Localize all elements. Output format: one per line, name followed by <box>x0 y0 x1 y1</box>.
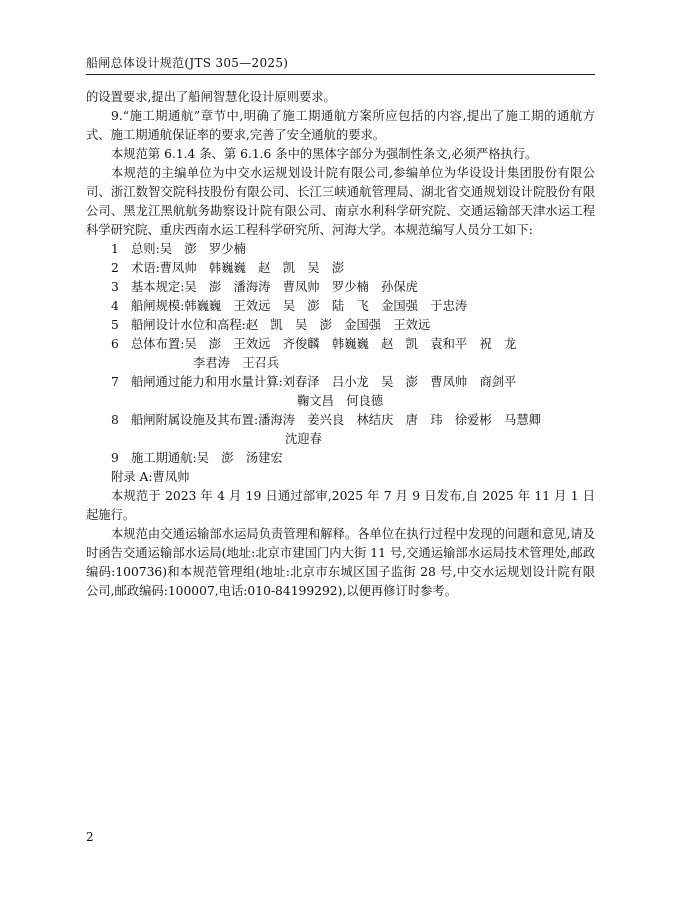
list-item <box>86 316 595 335</box>
list-item <box>86 449 595 468</box>
list-item-text: 总则:吴 澎 罗少楠 <box>131 242 246 256</box>
list-item-number: 6 <box>111 337 119 351</box>
page-number: 2 <box>86 830 94 844</box>
list-item-continuation: 鞠文昌 何良德 <box>297 394 384 408</box>
header-rule <box>86 74 595 75</box>
list-item-number: 4 <box>111 299 119 313</box>
running-header: 船闸总体设计规范(JTS 305—2025) <box>86 56 289 70</box>
list-item-number: 3 <box>111 280 119 294</box>
list-item-number: 1 <box>111 242 119 256</box>
list-item-text <box>131 411 595 449</box>
list-item-text: 船闸设计水位和高程:赵 凯 吴 澎 金国强 王效远 <box>131 318 431 332</box>
list-item-number: 8 <box>111 413 119 427</box>
paragraph-design-requirements: 的设置要求,提出了船闸智慧化设计原则要求。 <box>86 90 336 104</box>
list-item <box>86 373 595 411</box>
list-item-number: 9 <box>111 451 119 465</box>
list-item-main-line: 船闸附属设施及其布置:潘海涛 姜兴良 林结庆 唐 玮 徐爱彬 马慧卿 <box>131 413 541 427</box>
list-item-text: 施工期通航:吴 澎 汤建宏 <box>131 451 283 465</box>
list-item-number: 2 <box>111 261 119 275</box>
paragraph-editing-units: 本规范的主编单位为中交水运规划设计院有限公司,参编单位为华设设计集团股份有限公司、浙江数智交院科技股份有限公司、长江三峡通航管理局、湖北省交通规划设计院股份有限公司、黑龙江黑航航务勘察设计院有限公司、南京水利科学研究院、交通运输部天津水运工程科学研究院、重庆西南水运工程科学研究所、河海大学。本规范编写人员分工如下: <box>86 166 595 237</box>
author-list <box>86 240 595 468</box>
list-item-number: 5 <box>111 318 119 332</box>
list-item <box>86 335 595 373</box>
list-item-text <box>131 335 595 373</box>
paragraph-construction-navigation: 9.“施工期通航”章节中,明确了施工期通航方案所应包括的内容,提出了施工期的通航方式、施工期通航保证率的要求,完善了安全通航的要求。 <box>86 109 595 142</box>
list-item-main-line: 总体布置:吴 澎 王效远 齐俊麟 韩巍巍 赵 凯 袁和平 祝 龙 <box>131 337 517 351</box>
list-item-text: 基本规定:吴 澎 潘海涛 曹凤帅 罗少楠 孙保虎 <box>131 280 418 294</box>
list-item <box>86 297 595 316</box>
list-item-main-line: 船闸通过能力和用水量计算:刘春泽 吕小龙 吴 澎 曹凤帅 商剑平 <box>131 375 517 389</box>
page-body <box>86 88 595 601</box>
list-item <box>86 278 595 297</box>
appendix-author: 附录 A:曹凤帅 <box>111 470 190 484</box>
list-item-number: 7 <box>111 375 119 389</box>
list-item-continuation: 李君涛 王召兵 <box>193 356 280 370</box>
paragraph-mandatory-clauses: 本规范第 6.1.4 条、第 6.1.6 条中的黑体字部分为强制性条文,必须严格执行。 <box>111 147 538 161</box>
list-item-continuation: 沈迎春 <box>285 432 322 446</box>
paragraph-publication-dates: 本规范于 2023 年 4 月 19 日通过部审,2025 年 7 月 9 日发布,自 2025 年 11 月 1 日起施行。 <box>86 489 595 522</box>
list-item <box>86 411 595 449</box>
list-item-text: 船闸规模:韩巍巍 王效远 吴 澎 陆 飞 金国强 于忠涛 <box>131 299 468 313</box>
list-item-text: 术语:曹凤帅 韩巍巍 赵 凯 吴 澎 <box>131 261 345 275</box>
paragraph-management-contact: 本规范由交通运输部水运局负责管理和解释。各单位在执行过程中发现的问题和意见,请及时函告交通运输部水运局(地址:北京市建国门内大街 11 号,交通运输部水运局技术管理处,邮政编码:100736)和本规范管理组(地址:北京市东城区国子监街 28 号,中交水运规划设计院有限公司,邮政编码:100007,电话:010-84199292),以便再修订时参考。 <box>86 527 595 598</box>
list-item <box>86 259 595 278</box>
list-item-text <box>131 373 595 411</box>
list-item <box>86 240 595 259</box>
